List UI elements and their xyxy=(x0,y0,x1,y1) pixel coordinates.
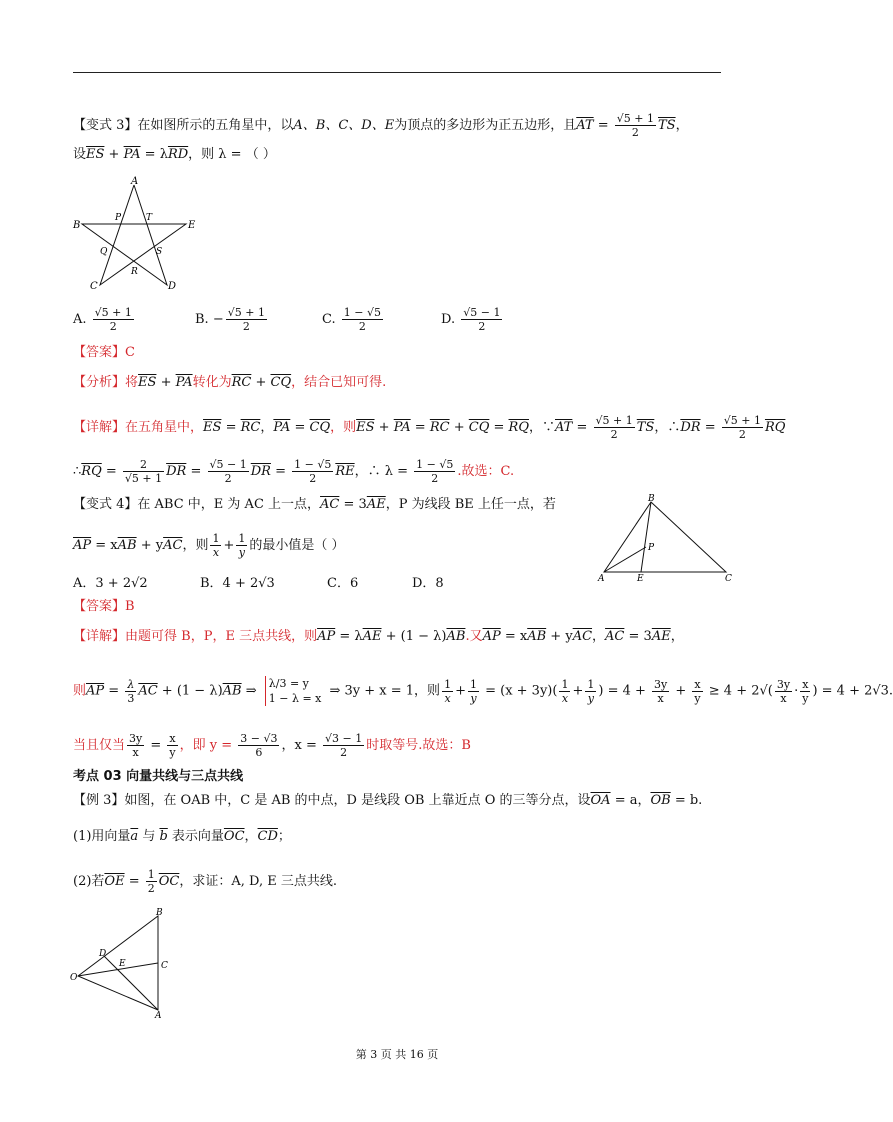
label-D: D xyxy=(99,949,107,959)
v4-option-c: C．6 xyxy=(327,576,359,591)
label-A: A xyxy=(598,574,605,584)
v4-option-b: B．4 + 2√3 xyxy=(200,576,275,591)
section-heading: 考点 03 向量共线与三点共线 xyxy=(73,769,244,784)
ex3-stem: 【例 3】如图，在 OAB 中，C 是 AB 的中点，D 是线段 OB 上靠近点 O 的三等分点，设$\overline{OA} = a$，$\overline{OB} = b$. xyxy=(73,793,703,808)
v3-detail-line1: 【详解】在五角星中，$\overline{ES} = \overline{RC}$，$\overline{PA} = \overline{CQ}$，则$\overline{ES} + \overline{PA} = \overline{RC} + \overline{CQ} = \overline{RQ}$，$\because\overline{AT}$ = $\frac{√5 + 1}{2}$ $\overline{TS}$，$\therefore\overline{DR}$ = $\frac{√5 + 1}{2}$ $\overline{RQ}$ xyxy=(73,414,786,441)
v4-option-d: D．8 xyxy=(412,576,444,591)
v4-detail-line1: 【详解】由题可得 B，P，E 三点共线，则$\overline{AP} = \lambda\overline{AE} + (1 - \lambda)\overline{AB}$.又$\overline{AP} = x\overline{AB} + y\overline{AC}$，$\overline{AC} = 3\overline{AE}$， xyxy=(73,629,684,644)
v4-stem-line1: 【变式 4】在 ABC 中，E 为 AC 上一点，$\overline{AC} = 3\overline{AE}$，P 为线段 BE 上任一点，若 xyxy=(73,497,556,512)
v4-option-a: A．3 + 2√2 xyxy=(73,576,148,591)
label-R: R xyxy=(131,267,138,277)
label-C: C xyxy=(725,574,732,584)
pentagram-figure xyxy=(70,172,200,292)
label-E: E xyxy=(188,220,196,231)
ex3-q2: (2)若$\overline{OE}$ = $\frac{1}{2}$ $\overline{OC}$，求证：A, D, E 三点共线. xyxy=(73,868,337,895)
v3-detail-line2: $\therefore\overline{RQ}$ = $\frac{2}{√5 + 1}$ $\overline{DR}$ = $\frac{√5 - 1}{2}$ $\overline{DR}$ = $\frac{1 - √5}{2}$ $\overline{RE}$，∴ λ = $\frac{1 - √5}{2}$ .故选：C. xyxy=(73,458,515,485)
triangle-abc-figure xyxy=(596,492,741,584)
v3-option-b: B. − $\frac{√5 + 1}{2}$ xyxy=(195,306,265,333)
v3-option-d: D. $\frac{√5 - 1}{2}$ xyxy=(441,306,501,333)
label-E: E xyxy=(637,574,644,584)
label-P: P xyxy=(648,543,655,553)
label-B: B xyxy=(156,908,163,918)
label-S: S xyxy=(156,247,163,257)
v4-answer: 【答案】B xyxy=(73,599,135,614)
v4-detail-line2: 则$\overline{AP}$ = $\frac{\lambda}{3}$ $\overline{AC} + (1 - \lambda)\overline{AB}$ ⇒ λ/3 = y 1 − λ = x ⇒ 3y + x = 1，则 $\frac{1}{x}$ + $\frac{1}{y}$ = (x + 3y)( $\frac{1}{x}$ + $\frac{1}{y}$ ) = 4 + $\frac{3y}{x}$ + $\frac{x}{y}$ ≥ 4 + 2√( $\frac{3y}{x}$ · $\frac{x}{y}$ ) = 4 + 2√3. xyxy=(73,677,893,705)
v3-answer: 【答案】C xyxy=(73,345,135,360)
v3-option-a: A. $\frac{√5 + 1}{2}$ xyxy=(73,306,132,333)
label-B: B xyxy=(73,220,81,231)
v4-detail-line3: 当且仅当 $\frac{3y}{x}$ = $\frac{x}{y}$ ，即 y = $\frac{3 - √3}{6}$ ，x = $\frac{√3 - 1}{2}$ 时取等号.故选：B xyxy=(73,732,471,759)
v3-stem-line1: 【变式 3】在如图所示的五角星中，以A、B、C、D、E为顶点的多边形为正五边形，且$\overline{AT}$ = $\frac{√5 + 1}{2}$ $\overline{TS}$， xyxy=(73,112,689,139)
label-P: P xyxy=(115,213,122,223)
label-B: B xyxy=(648,494,655,504)
v3-analysis: 【分析】将$\overline{ES} + \overline{PA}$转化为$\overline{RC} + \overline{CQ}$，结合已知可得. xyxy=(73,375,387,390)
label-T: T xyxy=(146,213,153,223)
label-E: E xyxy=(119,959,126,969)
v3-stem-line2: 设$\overline{ES} + \overline{PA} = \lambda\overline{RD}$，则 λ = （ ） xyxy=(73,147,276,162)
label-C: C xyxy=(90,281,98,292)
label-A: A xyxy=(131,176,139,187)
triangle-oab-figure xyxy=(68,906,180,1020)
label-A: A xyxy=(155,1011,162,1021)
label-Q: Q xyxy=(100,247,108,257)
label-C: C xyxy=(161,961,168,971)
page-footer: 第 3 页 共 16 页 xyxy=(355,1048,439,1061)
header-rule xyxy=(73,72,721,73)
v3-option-c: C. $\frac{1 - √5}{2}$ xyxy=(322,306,381,333)
label-O: O xyxy=(70,973,78,983)
v4-stem-line2: $\overline{AP} = x\overline{AB} + y\overline{AC}$，则 $\frac{1}{x}$ + $\frac{1}{y}$ 的最小值是（ ） xyxy=(73,532,345,559)
label-D: D xyxy=(168,281,177,292)
ex3-q1: (1)用向量$\overline{a}$ 与 $\overline{b}$ 表示向量$\overline{OC}$，$\overline{CD}$； xyxy=(73,829,291,844)
